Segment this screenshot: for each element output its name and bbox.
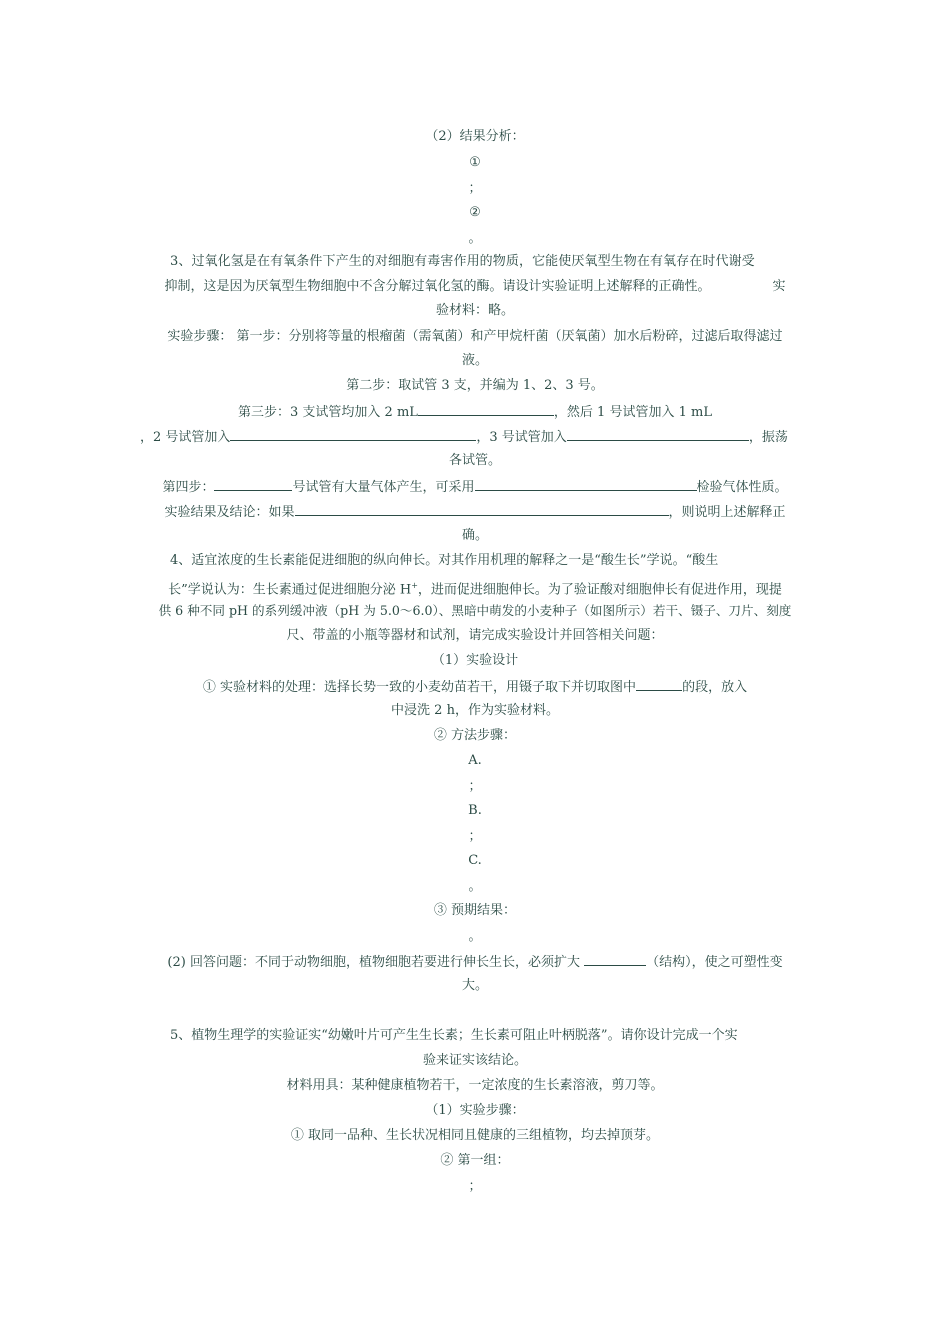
q4-text-part: ，进而促进细胞伸长。为了验证酸对细胞伸长有促进作用，现提 (417, 582, 782, 598)
q3-step4-text: 第四步： (162, 480, 215, 495)
q5-text-line: 5、植物生理学的实验证实“幼嫩叶片可产生生长素；生长素可阻止叶柄脱落”。请你设计完成一个实 (170, 1028, 738, 1043)
q4-answer-end: 大。 (461, 978, 488, 993)
q3-result-end: 确。 (461, 528, 488, 543)
q3-step3-text: 第三步：3 支试管均加入 2 mL (238, 405, 418, 420)
q3-step3-text: ，然后 1 号试管加入 1 mL (553, 405, 712, 420)
q3-step3-text: ，2 号试管加入 (140, 430, 231, 445)
semicolon: ； (468, 181, 482, 196)
q4-step-a: A. (468, 753, 482, 768)
answer-blank[interactable] (214, 478, 292, 491)
answer-blank[interactable] (230, 428, 476, 441)
answer-blank[interactable] (475, 478, 697, 491)
results-heading: （2）结果分析： (425, 129, 525, 144)
q4-step-c: C. (468, 853, 482, 868)
q3-text-line (140, 279, 810, 295)
semicolon: ； (468, 1179, 482, 1194)
q4-answer-text: （结构），使之可塑性变 (646, 955, 783, 970)
result-item-2: ② (469, 205, 481, 220)
q3-step3-end: 各试管。 (448, 453, 501, 468)
q4-material (140, 678, 810, 696)
result-item-1: ① (469, 155, 481, 170)
q4-material-cont: 中浸洗 2 h，作为实验材料。 (391, 703, 559, 718)
answer-blank[interactable] (584, 953, 646, 966)
q5-step-1: ① 取同一品种、生长状况相同且健康的三组植物，均去掉顶芽。 (290, 1128, 660, 1143)
answer-blank[interactable] (418, 403, 554, 416)
q3-result-text: ，则说明上述解释正 (668, 505, 786, 520)
q4-design-heading: （1）实验设计 (431, 653, 519, 668)
q3-step4-text: 检验气体性质。 (696, 480, 788, 495)
answer-blank[interactable] (636, 678, 682, 691)
q4-method-heading: ② 方法步骤： (433, 728, 517, 743)
q3-step3-text: ，振荡 (748, 430, 788, 445)
superscript: + (411, 581, 418, 590)
q5-materials: 材料用具：某种健康植物若干，一定浓度的生长素溶液，剪刀等。 (286, 1078, 664, 1093)
q5-steps-heading: （1）实验步骤： (425, 1103, 525, 1118)
q4-text-line: 4、适宜浓度的生长素能促进细胞的纵向伸长。对其作用机理的解释之一是“酸生长”学说。“酸生 (170, 553, 719, 568)
q3-result-text: 实验结果及结论：如果 (164, 505, 295, 520)
q4-text-part: 长”学说认为：生长素通过促进细胞分泌 H (168, 582, 412, 598)
q3-step4-text: 号试管有大量气体产生，可采用 (292, 480, 475, 495)
q4-text-line (140, 578, 810, 598)
q4-step-b: B. (468, 803, 482, 818)
answer-blank[interactable] (295, 503, 669, 516)
q4-material-text: 的段，放入 (682, 680, 748, 695)
q5-text-line: 验来证实该结论。 (422, 1053, 527, 1068)
q4-answer-text: (2) 回答问题：不同于动物细胞，植物细胞若要进行伸长生长，必须扩大 (167, 955, 585, 970)
q4-text-line: 尺、带盖的小瓶等器材和试剂，请完成实验设计并回答相关问题： (286, 628, 664, 643)
q3-step3 (140, 403, 810, 421)
q3-text-line: 3、过氧化氢是在有氧条件下产生的对细胞有毒害作用的物质，它能使厌氧型生物在有氧存在时代谢受 (170, 254, 755, 269)
q4-expected-heading: ③ 预期结果： (433, 903, 517, 918)
q4-answer (140, 953, 810, 971)
q3-step1-cont: 液。 (461, 353, 488, 368)
q3-step2: 第二步：取试管 3 支，并编为 1、2、3 号。 (346, 378, 604, 393)
period: 。 (468, 231, 482, 246)
semicolon: ； (468, 829, 482, 844)
answer-blank[interactable] (567, 428, 749, 441)
period: 。 (468, 879, 482, 894)
q3-result (140, 503, 810, 521)
q3-step3-text: ，3 号试管加入 (476, 430, 567, 445)
q3-step3-cont (140, 428, 810, 446)
period: 。 (468, 929, 482, 944)
q3-text-line: 验材料：略。 (435, 303, 514, 318)
q3-text-part: 实 (772, 279, 786, 294)
q3-step4 (140, 478, 810, 496)
q4-text-line: 供 6 种不同 pH 的系列缓冲液（pH 为 5.0～6.0）、黑暗中萌发的小麦种子（如图所示）若干、镊子、刀片、刻度 (158, 603, 792, 618)
q4-material-text: ① 实验材料的处理：选择长势一致的小麦幼苗若干，用镊子取下并切取图中 (202, 680, 637, 695)
q3-text-part: 抑制，这是因为厌氧型生物细胞中不含分解过氧化氢的酶。请设计实验证明上述解释的正确性。 (164, 279, 711, 294)
q5-step-2: ② 第一组： (440, 1153, 510, 1168)
semicolon: ； (468, 779, 482, 794)
q3-step1: 实验步骤： 第一步：分别将等量的根瘤菌（需氧菌）和产甲烷杆菌（厌氧菌）加水后粉碎，过滤后取得滤过 (167, 329, 783, 344)
